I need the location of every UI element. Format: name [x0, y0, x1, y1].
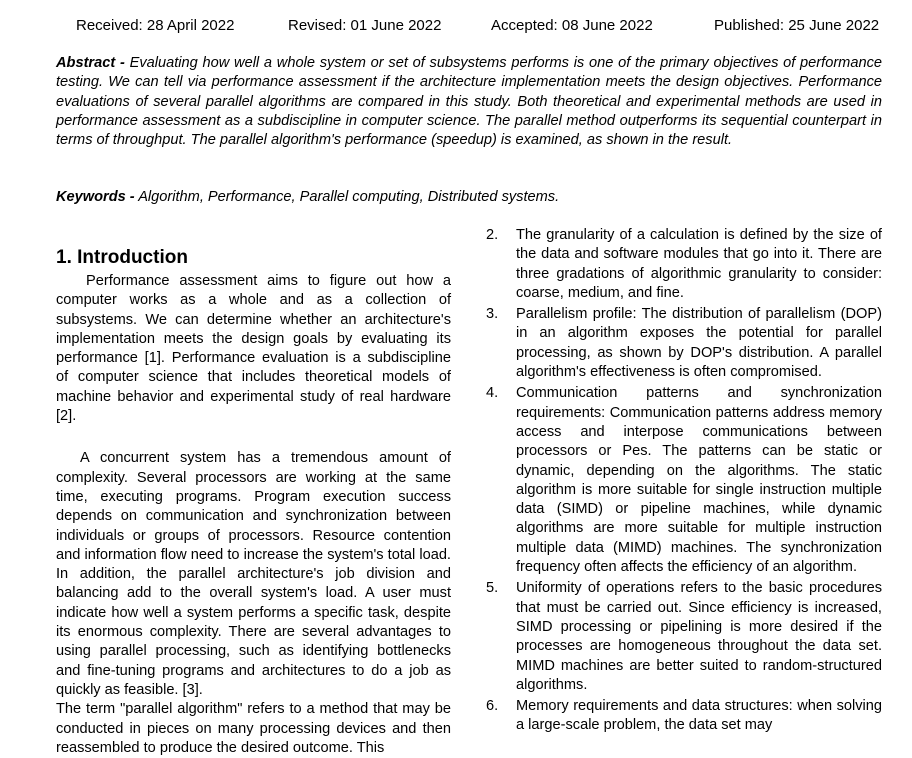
- list-item: [486, 579, 882, 695]
- keywords-label: Keywords -: [56, 189, 135, 205]
- revised-date: Revised: 01 June 2022: [288, 17, 442, 34]
- abstract-label: Abstract -: [56, 55, 125, 71]
- received-date: Received: 28 April 2022: [76, 17, 235, 34]
- list-item-text: Parallelism profile: The distribution of parallelism (DOP) in an algorithm exposes the potential for parallel processing, as shown by DOP's distribution. A parallel algorithm's effectiveness is often compromised.: [516, 306, 882, 381]
- intro-paragraph-2: A concurrent system has a tremendous amount of complexity. Several processors are working at the same time, executing programs. Program execution success depends on communication and synchronization between individuals or groups of processors. Resource contention and information flow need to increase the system's total load. In addition, the parallel architecture's job division and balancing add to the overall system's load. A user must indicate how well a system performs a specific task, despite its enormous complexity. There are several advantages to using parallel processing, such as identifying bottlenecks and fine-tuning programs and architectures to do a job as quickly as feasible. [3].: [56, 450, 451, 698]
- intro-paragraph-1: Performance assessment aims to figure out how a computer works as a whole and as a collection of subsystems. We can determine whether an architecture's implementation meets the design goals by evaluating its performance [1]. Performance evaluation is a subdiscipline of computer science that includes theoretical models of machine behavior and experimental study of real hardware [2].: [56, 273, 451, 425]
- left-column: [56, 246, 451, 758]
- accepted-date: Accepted: 08 June 2022: [491, 17, 653, 34]
- keywords-text: Algorithm, Performance, Parallel computing, Distributed systems.: [138, 189, 560, 205]
- section-title: 1. Introduction: [56, 247, 188, 268]
- intro-paragraph-3: The term "parallel algorithm" refers to a method that may be conducted in pieces on many processing devices and then reassembled to produce the desired outcome. This: [56, 701, 451, 756]
- list-item-number: 3.: [486, 306, 499, 323]
- list-item-text: Communication patterns and synchronization requirements: Communication patterns address memory access and interpose communications between processors or Pes. The patterns can be static or dynamic, depending on the algorithms. The static algorithm is more suitable for single instruction multiple data (SIMD) or pipeline machines, while dynamic algorithms are more suitable for multiple instruction multiple data (MIMD) machines. The synchronization frequency often affects the efficiency of an algorithm.: [516, 385, 882, 576]
- publication-dates: [0, 17, 912, 37]
- list-item-number: 5.: [486, 580, 499, 597]
- list-item-number: 6.: [486, 698, 499, 715]
- list-item: [486, 384, 882, 577]
- keywords: [56, 188, 882, 207]
- list-item: [486, 697, 882, 736]
- list-item-text: Uniformity of operations refers to the basic procedures that must be carried out. Since efficiency is increased, SIMD processing or pipelining is more desired if the processes are homogeneous throughout the data set. MIMD machines are better suited to random-structured algorithms.: [516, 580, 882, 693]
- list-item: [486, 226, 882, 303]
- characteristics-list: [486, 226, 882, 736]
- list-item-text: The granularity of a calculation is defined by the size of the data and software modules that go into it. There are three gradations of algorithmic granularity to consider: coarse, medium, and fine.: [516, 227, 882, 301]
- right-column: [486, 226, 882, 738]
- abstract-text: Evaluating how well a whole system or set of subsystems performs is one of the primary objectives of performance testing. We can tell via performance assessment if the architecture implementation meets the design objectives. Performance evaluations of several parallel algorithms are compared in this study. Both theoretical and experimental methods are used in performance assessment as a subdiscipline in computer science. The parallel method outperforms its sequential counterpart in terms of throughput. The parallel algorithm's performance (speedup) is examined, as shown in the result.: [56, 55, 882, 149]
- list-item-text: Memory requirements and data structures: when solving a large-scale problem, the data set may: [516, 698, 882, 734]
- list-item: [486, 305, 882, 382]
- list-item-number: 4.: [486, 385, 499, 402]
- abstract: [56, 54, 882, 150]
- published-date: Published: 25 June 2022: [714, 17, 880, 34]
- list-item-number: 2.: [486, 227, 499, 243]
